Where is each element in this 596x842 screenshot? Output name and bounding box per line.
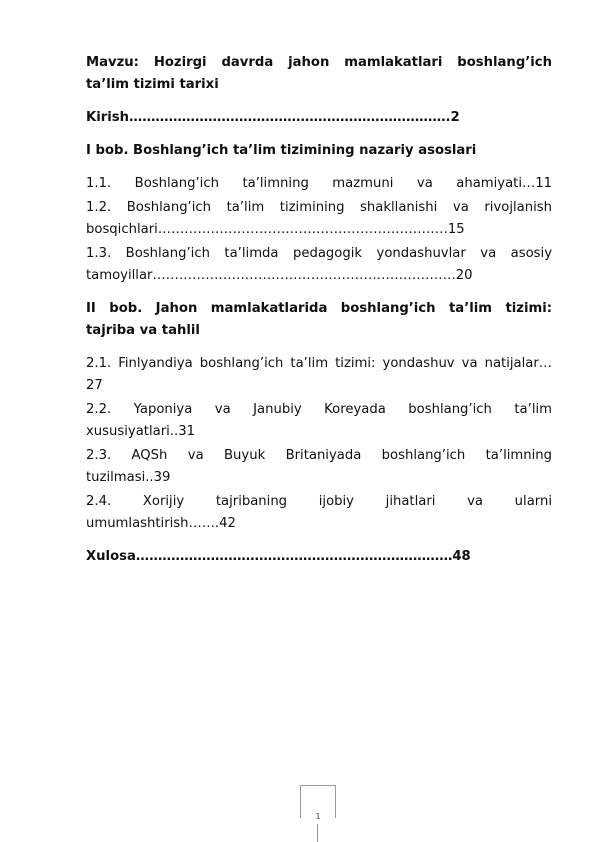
topic-line-2: ta’lim tizimi tarixi bbox=[86, 77, 219, 92]
toc-entry-line: 2.2. Yaponiya va Janubiy Koreyada boshlang’ich ta’lim bbox=[86, 402, 552, 417]
toc-entry-1-1 bbox=[86, 173, 552, 195]
chapter-2-title bbox=[86, 298, 552, 342]
toc-entry-line: 27 bbox=[86, 378, 103, 393]
toc-entry-line: 1.2. Boshlang’ich ta’lim tizimining shakllanishi va rivojlanish bbox=[86, 200, 552, 215]
toc-entry-2-3 bbox=[86, 445, 552, 489]
page-number: 1 bbox=[315, 812, 321, 821]
toc-entry-line: 1.3. Boshlang’ich ta’limda pedagogik yondashuvlar va asosiy bbox=[86, 246, 552, 261]
toc-entry-2-2 bbox=[86, 399, 552, 443]
chapter-2-title-line-1: II bob. Jahon mamlakatlarida boshlang’ich ta’lim tizimi: bbox=[86, 301, 552, 316]
toc-entry-line: tamoyillar……………………………………………………………20 bbox=[86, 268, 473, 283]
toc-entry-2-4 bbox=[86, 491, 552, 535]
chapter-2-title-line-2: tajriba va tahlil bbox=[86, 323, 200, 338]
toc-entry-line: bosqichlari…………………………………………………………15 bbox=[86, 222, 465, 237]
toc-entry-line: 1.1. Boshlang’ich ta’limning mazmuni va ahamiyati…11 bbox=[86, 176, 552, 191]
toc-entry-intro: Kirish……………………………………………………………….2 bbox=[86, 110, 460, 125]
page-number-divider bbox=[317, 824, 318, 842]
toc-entry-line: 2.3. AQSh va Buyuk Britaniyada boshlang’ich ta’limning bbox=[86, 448, 552, 463]
toc-entry-1-3 bbox=[86, 243, 552, 287]
toc-entry-line: 2.1. Finlyandiya boshlang’ich ta’lim tizimi: yondashuv va natijalar… bbox=[86, 356, 552, 371]
topic-line-1: Mavzu: Hozirgi davrda jahon mamlakatlari boshlang’ich bbox=[86, 55, 552, 70]
toc-entry-conclusion: Xulosa………………………………………………………………48 bbox=[86, 549, 471, 564]
toc-entry-line: tuzilmasi..39 bbox=[86, 470, 171, 485]
chapter-1-title: I bob. Boshlang’ich ta’lim tizimining nazariy asoslari bbox=[86, 143, 477, 158]
toc-entry-line: umumlashtirish…….42 bbox=[86, 516, 236, 531]
table-of-contents bbox=[86, 52, 552, 568]
toc-entry-2-1 bbox=[86, 353, 552, 397]
toc-entry-line: xususiyatlari..31 bbox=[86, 424, 195, 439]
toc-entry-1-2 bbox=[86, 197, 552, 241]
toc-entry-line: 2.4. Xorijiy tajribaning ijobiy jihatlari va ularni bbox=[86, 494, 552, 509]
